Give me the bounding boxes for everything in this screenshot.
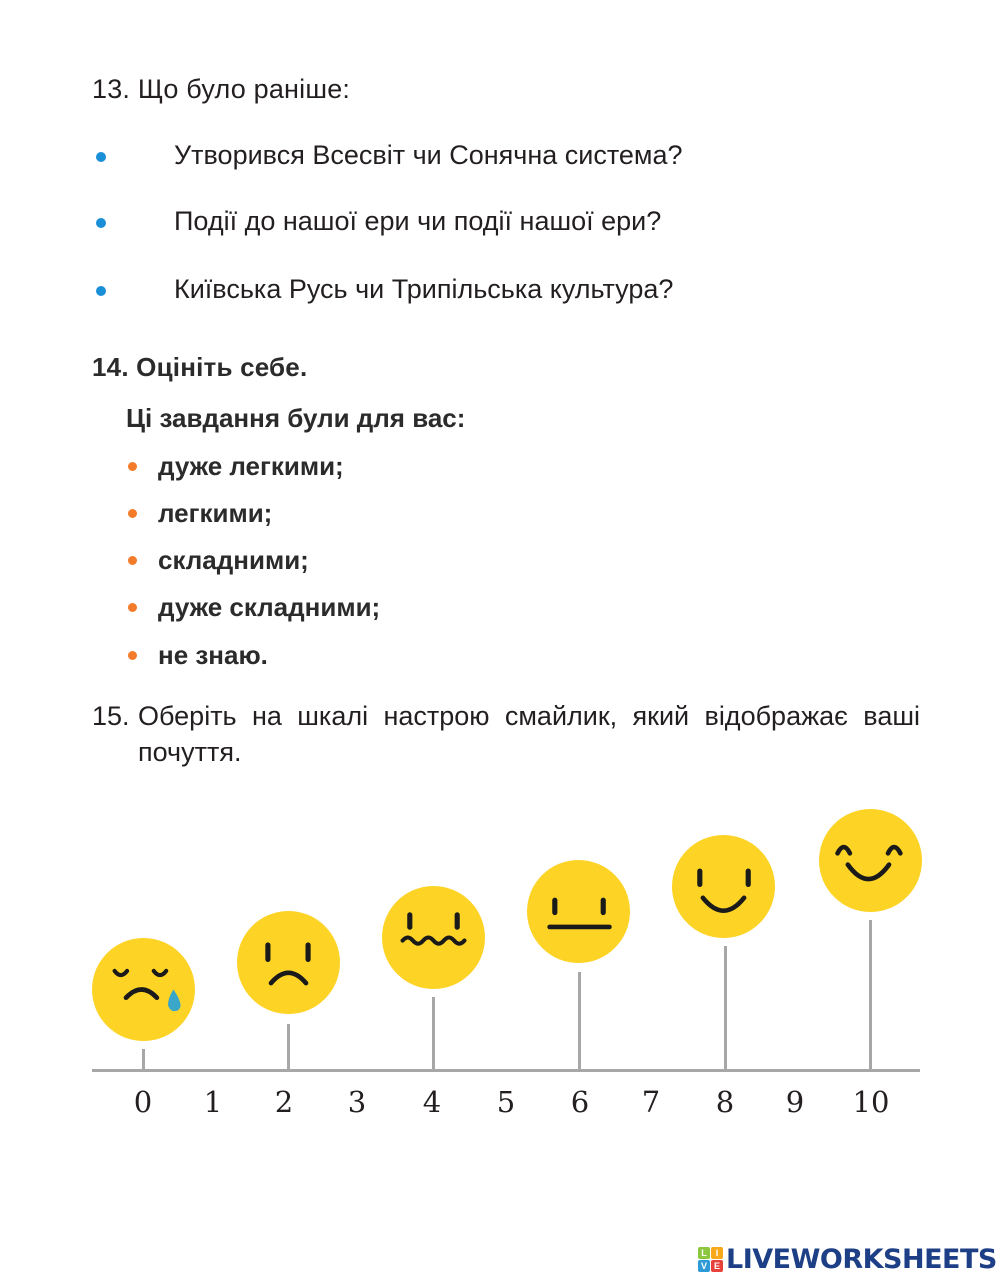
tick-label: 1 — [203, 1085, 223, 1119]
orange-bullet-icon — [128, 556, 137, 565]
wavy-mouth-face-icon[interactable] — [382, 886, 485, 989]
logo-letter: V — [698, 1260, 710, 1272]
question-13-item-text: Утворився Всесвіт чи Сонячна система? — [174, 140, 683, 170]
option-label: легкими; — [158, 498, 273, 528]
orange-bullet-icon — [128, 462, 137, 471]
tick-label: 7 — [641, 1085, 661, 1119]
stick-2 — [287, 1024, 290, 1070]
tick-label: 9 — [785, 1085, 805, 1119]
tick-label: 8 — [715, 1085, 735, 1119]
tick-label: 0 — [133, 1085, 153, 1119]
tick-label: 3 — [347, 1085, 367, 1119]
question-14-subtitle: Ці завдання були для вас: — [126, 403, 466, 433]
logo-letter: I — [711, 1247, 723, 1259]
question-14-title: 14. Оцініть себе. — [92, 352, 308, 382]
logo-letter: E — [711, 1260, 723, 1272]
orange-bullet-icon — [128, 651, 137, 660]
orange-bullet-icon — [128, 509, 137, 518]
question-15-text: Оберіть на шкалі настрою смайлик, який відображає ваші почуття. — [138, 701, 920, 767]
tick-label: 6 — [570, 1085, 590, 1119]
question-13-item-text: Події до нашої ери чи події нашої ери? — [174, 206, 662, 236]
scale-axis — [92, 1069, 920, 1072]
brand-name: LIVEWORKSHEETS — [726, 1243, 997, 1275]
sad-face-icon[interactable] — [237, 911, 340, 1014]
neutral-face-glyph — [527, 860, 630, 963]
option-label: не знаю. — [158, 640, 268, 670]
liveworksheets-logo — [698, 1244, 997, 1274]
question-13-item-text: Київська Русь чи Трипільська культура? — [174, 274, 674, 304]
blue-bullet-icon — [96, 218, 106, 228]
neutral-face-icon[interactable] — [527, 860, 630, 963]
stick-0 — [142, 1049, 145, 1070]
happy-closed-eyes-face-icon[interactable] — [819, 809, 922, 912]
option-label: складними; — [158, 545, 309, 575]
live-blocks-icon — [698, 1247, 723, 1272]
logo-letter: L — [698, 1247, 710, 1259]
option-label: дуже складними; — [158, 592, 381, 622]
stick-4 — [432, 997, 435, 1070]
stick-6 — [578, 972, 581, 1070]
smiling-face-icon[interactable] — [672, 835, 775, 938]
question-15-number: 15. — [92, 701, 130, 731]
crying-face-icon[interactable] — [92, 938, 195, 1041]
stick-8 — [724, 946, 727, 1070]
option-label: дуже легкими; — [158, 451, 344, 481]
crying-face-glyph — [92, 938, 195, 1041]
happy-closed-eyes-face-glyph — [819, 809, 922, 912]
smiling-face-glyph — [672, 835, 775, 938]
orange-bullet-icon — [128, 603, 137, 612]
tick-label: 5 — [496, 1085, 516, 1119]
blue-bullet-icon — [96, 286, 106, 296]
stick-10 — [869, 920, 872, 1070]
sad-face-glyph — [237, 911, 340, 1014]
wavy-mouth-face-glyph — [382, 886, 485, 989]
question-13-title: 13. Що було раніше: — [92, 74, 351, 104]
tick-label: 2 — [274, 1085, 294, 1119]
tick-label: 4 — [422, 1085, 442, 1119]
blue-bullet-icon — [96, 152, 106, 162]
tick-label: 10 — [852, 1085, 890, 1119]
